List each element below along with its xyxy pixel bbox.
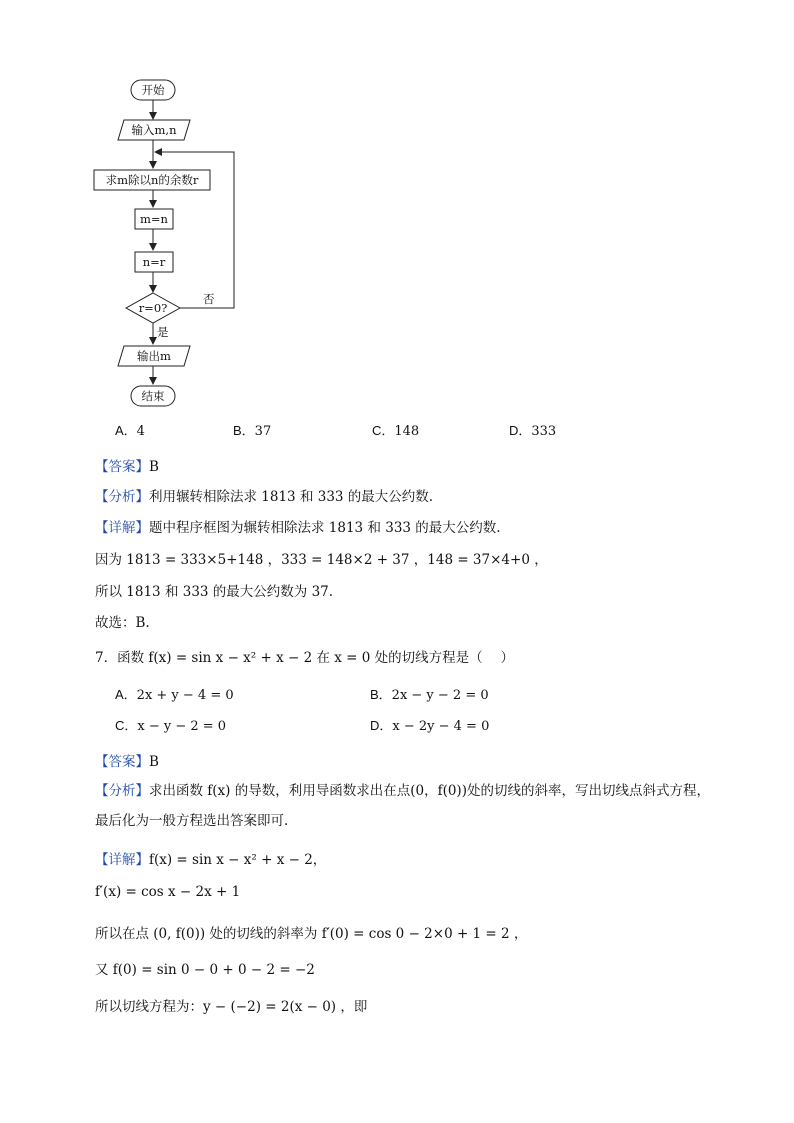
q7-f0-line: 又 f(0) = sin 0 − 0 + 0 − 2 = −2 — [95, 962, 315, 978]
start-label: 开始 — [141, 83, 165, 97]
detail-tag: 【详解】 — [95, 852, 149, 868]
q7-point: x = 0 — [334, 650, 371, 666]
answer-text: B — [149, 459, 159, 475]
remainder-label: 求m除以n的余数r — [105, 173, 199, 187]
q6-detail-line — [95, 516, 501, 536]
answer-tag: 【答案】 — [95, 459, 149, 475]
output-label: 输出m — [137, 349, 171, 363]
q6-option-b[interactable]: B．37 — [233, 423, 272, 439]
assign-m-label: m=n — [140, 212, 168, 226]
analysis-tag: 【分析】 — [95, 783, 149, 799]
q6-because-line: 因为 1813 = 333×5+148 ，333 = 148×2 + 37 ，148 = 37×4+0 ， — [95, 552, 548, 568]
q7-answer-line — [95, 750, 159, 770]
q7-function: f(x) = sin x − x² + x − 2 — [148, 650, 313, 666]
q7-option-b[interactable]: B．2x − y − 2 = 0 — [370, 687, 489, 703]
detail-text: f(x) = sin x − x² + x − 2， — [149, 852, 327, 868]
q6-choose-line: 故选：B. — [95, 615, 150, 631]
q6-so-line: 所以 1813 和 333 的最大公约数为 37. — [95, 584, 334, 600]
yes-label: 是 — [157, 325, 169, 339]
assign-n-label: n=r — [142, 255, 166, 269]
analysis-text: 求出函数 f(x) 的导数，利用导函数求出在点(0，f(0))处的切线的斜率，写出切线点斜式方程，最后化为一般方程选出答案即可. — [95, 783, 710, 829]
input-label: 输入m,n — [131, 123, 177, 137]
detail-text: 题中程序框图为辗转相除法求 1813 和 333 的最大公约数. — [149, 520, 501, 536]
q7-tangent-line: 所以切线方程为：y − (−2) = 2(x − 0) ，即 — [95, 999, 368, 1015]
q6-analysis-line — [95, 485, 433, 505]
q7-option-a[interactable]: A．2x + y − 4 = 0 — [115, 687, 234, 703]
flowchart — [0, 0, 794, 420]
q7-stem: 7．函数 f(x) = sin x − x² + x − 2 在 x = 0 处的切线方程是（ ） — [95, 650, 514, 666]
q7-detail-line — [95, 848, 326, 868]
end-label: 结束 — [141, 389, 165, 403]
q7-analysis-paragraph — [95, 776, 715, 836]
q7-option-c[interactable]: C．x − y − 2 = 0 — [115, 718, 227, 734]
analysis-tag: 【分析】 — [95, 489, 149, 505]
q6-answer-line — [95, 455, 159, 475]
q7-option-d[interactable]: D．x − 2y − 4 = 0 — [370, 718, 490, 734]
analysis-text: 利用辗转相除法求 1813 和 333 的最大公约数. — [149, 489, 434, 505]
condition-label: r=0? — [138, 301, 168, 315]
detail-tag: 【详解】 — [95, 520, 149, 536]
q6-option-d[interactable]: D．333 — [509, 423, 557, 439]
answer-tag: 【答案】 — [95, 754, 149, 770]
q6-option-a[interactable]: A．4 — [115, 423, 145, 439]
answer-text: B — [149, 754, 159, 770]
q6-option-c[interactable]: C．148 — [372, 423, 420, 439]
no-label: 否 — [203, 292, 215, 306]
q7-slope-line: 所以在点 (0, f(0)) 处的切线的斜率为 f′(0) = cos 0 − 2×0 + 1 = 2 ， — [95, 926, 528, 942]
q7-derivative-line: f′(x) = cos x − 2x + 1 — [95, 884, 241, 900]
